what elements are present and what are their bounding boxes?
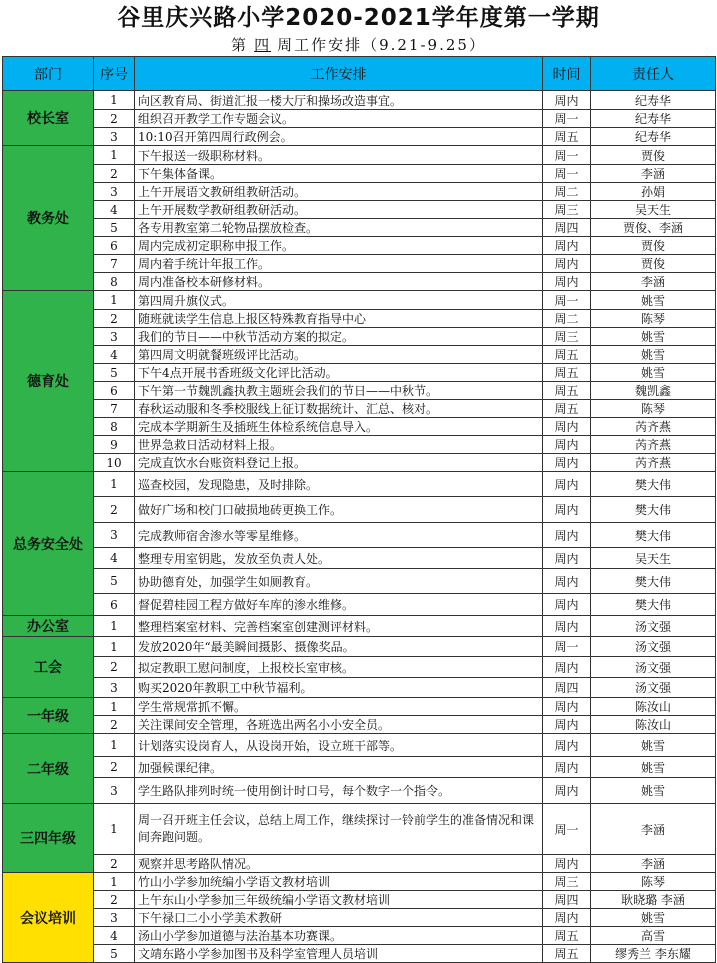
row-number: 1: [94, 734, 135, 757]
row-number: 2: [94, 310, 135, 328]
owner-cell: 陈琴: [591, 400, 716, 418]
owner-cell: 陈汝山: [591, 698, 716, 716]
task-cell: 周内着手统计年报工作。: [135, 255, 543, 273]
table-row: [3, 637, 716, 657]
time-cell: 周五: [543, 364, 591, 382]
schedule-sheet: [2, 2, 715, 963]
task-cell: 发放2020年“最美瞬间摄影、摄像奖品。: [135, 637, 543, 657]
table-row: [3, 657, 716, 678]
row-number: 6: [94, 237, 135, 255]
table-row: [3, 237, 716, 255]
table-row: [3, 698, 716, 716]
task-cell: 督促碧桂园工程方做好车库的渗水维修。: [135, 594, 543, 616]
task-cell: 下午报送一级职称材料。: [135, 146, 543, 165]
owner-cell: 汤文强: [591, 657, 716, 678]
department-cell: 校长室: [3, 91, 94, 146]
row-number: 5: [94, 569, 135, 594]
table-row: [3, 472, 716, 497]
owner-cell: 贾俊: [591, 237, 716, 255]
time-cell: 周内: [543, 909, 591, 927]
table-row: [3, 497, 716, 523]
table-row: [3, 310, 716, 328]
row-number: 3: [94, 328, 135, 346]
row-number: 1: [94, 472, 135, 497]
department-cell: 二年级: [3, 734, 94, 804]
table-row: [3, 436, 716, 454]
row-number: 2: [94, 716, 135, 734]
table-row: [3, 616, 716, 637]
task-cell: 10:10召开第四周行政例会。: [135, 128, 543, 146]
row-number: 5: [94, 364, 135, 382]
row-number: 2: [94, 891, 135, 909]
owner-cell: 芮齐燕: [591, 418, 716, 436]
row-number: 1: [94, 804, 135, 855]
owner-cell: 李涵: [591, 165, 716, 183]
row-number: 3: [94, 778, 135, 804]
row-number: 7: [94, 255, 135, 273]
row-number: 8: [94, 273, 135, 291]
owner-cell: 姚雪: [591, 757, 716, 778]
time-cell: 周五: [543, 400, 591, 418]
table-row: [3, 548, 716, 569]
row-number: 3: [94, 523, 135, 548]
table-row: [3, 454, 716, 472]
owner-cell: 李涵: [591, 855, 716, 873]
task-cell: 上午开展数学教研组教研活动。: [135, 201, 543, 219]
time-cell: 周内: [543, 91, 591, 110]
time-cell: 周五: [543, 382, 591, 400]
row-number: 1: [94, 91, 135, 110]
owner-cell: 贾俊: [591, 255, 716, 273]
task-cell: 下午第一节魏凯鑫执教主题班会我们的节日——中秋节。: [135, 382, 543, 400]
table-row: [3, 778, 716, 804]
time-cell: 周二: [543, 310, 591, 328]
task-cell: 各专用教室第二轮物品摆放检查。: [135, 219, 543, 237]
row-number: 2: [94, 497, 135, 523]
owner-cell: 李涵: [591, 273, 716, 291]
owner-cell: 纪寿华: [591, 128, 716, 146]
time-cell: 周五: [543, 945, 591, 963]
task-cell: 拟定教职工慰问制度，上报校长室审核。: [135, 657, 543, 678]
table-row: [3, 346, 716, 364]
schedule-body: [3, 91, 716, 963]
row-number: 9: [94, 436, 135, 454]
header-task: 工作安排: [135, 57, 543, 91]
time-cell: 周内: [543, 734, 591, 757]
schedule-table: [2, 56, 716, 963]
time-cell: 周内: [543, 523, 591, 548]
header-owner: 责任人: [591, 57, 716, 91]
time-cell: 周三: [543, 201, 591, 219]
task-cell: 完成本学期新生及插班生体检系统信息导入。: [135, 418, 543, 436]
task-cell: 第四周文明就餐班级评比活动。: [135, 346, 543, 364]
task-cell: 春秋运动服和冬季校服线上征订数据统计、汇总、核对。: [135, 400, 543, 418]
time-cell: 周一: [543, 165, 591, 183]
owner-cell: 吴天生: [591, 201, 716, 219]
time-cell: 周内: [543, 778, 591, 804]
department-cell: 教务处: [3, 146, 94, 291]
owner-cell: 魏凯鑫: [591, 382, 716, 400]
time-cell: 周内: [543, 548, 591, 569]
subtitle-prefix: 第: [231, 36, 249, 54]
time-cell: 周内: [543, 472, 591, 497]
table-row: [3, 91, 716, 110]
sheet-title: 谷里庆兴路小学2020-2021学年度第一学期: [117, 5, 600, 31]
row-number: 5: [94, 219, 135, 237]
owner-cell: 贾俊、李涵: [591, 219, 716, 237]
task-cell: 下午集体备课。: [135, 165, 543, 183]
owner-cell: 樊大伟: [591, 594, 716, 616]
week-number: 四: [254, 36, 272, 54]
table-row: [3, 165, 716, 183]
row-number: 1: [94, 291, 135, 310]
owner-cell: 姚雪: [591, 346, 716, 364]
task-cell: 竹山小学参加统编小学语文教材培训: [135, 873, 543, 891]
row-number: 8: [94, 418, 135, 436]
table-row: [3, 328, 716, 346]
time-cell: 周四: [543, 678, 591, 698]
owner-cell: 陈琴: [591, 310, 716, 328]
department-cell: 三四年级: [3, 804, 94, 873]
owner-cell: 汤文强: [591, 616, 716, 637]
task-cell: 周内准备校本研修材料。: [135, 273, 543, 291]
owner-cell: 芮齐燕: [591, 454, 716, 472]
task-cell: 购买2020年教职工中秋节福利。: [135, 678, 543, 698]
time-cell: 周内: [543, 497, 591, 523]
row-number: 1: [94, 146, 135, 165]
owner-cell: 姚雪: [591, 364, 716, 382]
table-row: [3, 804, 716, 855]
table-row: [3, 201, 716, 219]
department-cell: 会议培训: [3, 873, 94, 963]
table-row: [3, 219, 716, 237]
row-number: 3: [94, 128, 135, 146]
table-row: [3, 927, 716, 945]
time-cell: 周内: [543, 757, 591, 778]
owner-cell: 樊大伟: [591, 523, 716, 548]
table-row: [3, 855, 716, 873]
owner-cell: 汤文强: [591, 637, 716, 657]
time-cell: 周内: [543, 716, 591, 734]
time-cell: 周一: [543, 637, 591, 657]
table-row: [3, 873, 716, 891]
task-cell: 学生路队排列时统一使用倒计时口号，每个数字一个指令。: [135, 778, 543, 804]
row-number: 2: [94, 855, 135, 873]
header-time: 时间: [543, 57, 591, 91]
task-cell: 上午东山小学参加三年级统编小学语文教材培训: [135, 891, 543, 909]
table-row: [3, 128, 716, 146]
task-cell: 向区教育局、街道汇报一楼大厅和操场改造事宜。: [135, 91, 543, 110]
time-cell: 周三: [543, 873, 591, 891]
sheet-subtitle: [2, 34, 715, 56]
owner-cell: 陈汝山: [591, 716, 716, 734]
row-number: 4: [94, 346, 135, 364]
row-number: 5: [94, 945, 135, 963]
subtitle-suffix: 周工作安排（9.21-9.25）: [277, 36, 486, 54]
task-cell: 第四周升旗仪式。: [135, 291, 543, 310]
department-cell: 总务安全处: [3, 472, 94, 616]
row-number: 1: [94, 873, 135, 891]
owner-cell: 纪寿华: [591, 110, 716, 128]
header-row: [3, 57, 716, 91]
owner-cell: 樊大伟: [591, 472, 716, 497]
time-cell: 周三: [543, 328, 591, 346]
department-cell: 办公室: [3, 616, 94, 637]
row-number: 3: [94, 183, 135, 201]
row-number: 4: [94, 201, 135, 219]
table-row: [3, 678, 716, 698]
row-number: 4: [94, 548, 135, 569]
owner-cell: 高雪: [591, 927, 716, 945]
time-cell: 周内: [543, 698, 591, 716]
time-cell: 周内: [543, 594, 591, 616]
time-cell: 周一: [543, 291, 591, 310]
task-cell: 关注课间安全管理，各班选出两名小小安全员。: [135, 716, 543, 734]
owner-cell: 姚雪: [591, 291, 716, 310]
row-number: 3: [94, 678, 135, 698]
owner-cell: 樊大伟: [591, 497, 716, 523]
time-cell: 周内: [543, 255, 591, 273]
time-cell: 周内: [543, 273, 591, 291]
time-cell: 周内: [543, 454, 591, 472]
time-cell: 周内: [543, 237, 591, 255]
row-number: 7: [94, 400, 135, 418]
task-cell: 组织召开教学工作专题会议。: [135, 110, 543, 128]
row-number: 2: [94, 165, 135, 183]
owner-cell: 姚雪: [591, 909, 716, 927]
task-cell: 巡查校园，发现隐患，及时排除。: [135, 472, 543, 497]
department-cell: 一年级: [3, 698, 94, 734]
table-row: [3, 146, 716, 165]
row-number: 10: [94, 454, 135, 472]
department-cell: 工会: [3, 637, 94, 698]
time-cell: 周一: [543, 804, 591, 855]
row-number: 6: [94, 382, 135, 400]
header-no: 序号: [94, 57, 135, 91]
time-cell: 周内: [543, 855, 591, 873]
task-cell: 下午4点开展书香班级文化评比活动。: [135, 364, 543, 382]
table-row: [3, 909, 716, 927]
owner-cell: 樊大伟: [591, 569, 716, 594]
owner-cell: 姚雪: [591, 328, 716, 346]
task-cell: 上午开展语文教研组教研活动。: [135, 183, 543, 201]
time-cell: 周五: [543, 128, 591, 146]
table-row: [3, 291, 716, 310]
table-row: [3, 716, 716, 734]
task-cell: 做好广场和校门口破损地砖更换工作。: [135, 497, 543, 523]
owner-cell: 缪秀兰 李东耀: [591, 945, 716, 963]
table-row: [3, 734, 716, 757]
owner-cell: 纪寿华: [591, 91, 716, 110]
row-number: 1: [94, 616, 135, 637]
time-cell: 周内: [543, 616, 591, 637]
row-number: 6: [94, 594, 135, 616]
row-number: 1: [94, 637, 135, 657]
owner-cell: 孙娟: [591, 183, 716, 201]
owner-cell: 李涵: [591, 804, 716, 855]
department-cell: 德育处: [3, 291, 94, 472]
task-cell: 世界急救日活动材料上报。: [135, 436, 543, 454]
table-row: [3, 382, 716, 400]
task-cell: 加强候课纪律。: [135, 757, 543, 778]
row-number: 4: [94, 927, 135, 945]
table-row: [3, 757, 716, 778]
task-cell: 计划落实设岗育人，从设岗开始，设立班干部等。: [135, 734, 543, 757]
time-cell: 周内: [543, 657, 591, 678]
table-row: [3, 594, 716, 616]
time-cell: 周五: [543, 927, 591, 945]
time-cell: 周内: [543, 436, 591, 454]
owner-cell: 陈琴: [591, 873, 716, 891]
time-cell: 周四: [543, 219, 591, 237]
table-row: [3, 891, 716, 909]
table-row: [3, 400, 716, 418]
table-row: [3, 418, 716, 436]
task-cell: 周内完成初定职称申报工作。: [135, 237, 543, 255]
row-number: 1: [94, 698, 135, 716]
task-cell: 整理档案室材料、完善档案室创建测评材料。: [135, 616, 543, 637]
owner-cell: 贾俊: [591, 146, 716, 165]
table-row: [3, 569, 716, 594]
table-row: [3, 364, 716, 382]
table-row: [3, 273, 716, 291]
task-cell: 随班就读学生信息上报区特殊教育指导中心: [135, 310, 543, 328]
task-cell: 我们的节日——中秋节活动方案的拟定。: [135, 328, 543, 346]
header-dept: 部门: [3, 57, 94, 91]
table-row: [3, 255, 716, 273]
time-cell: 周二: [543, 183, 591, 201]
time-cell: 周一: [543, 110, 591, 128]
table-row: [3, 183, 716, 201]
owner-cell: 芮齐燕: [591, 436, 716, 454]
owner-cell: 吴天生: [591, 548, 716, 569]
task-cell: 文靖东路小学参加图书及科学室管理人员培训: [135, 945, 543, 963]
time-cell: 周内: [543, 569, 591, 594]
table-row: [3, 945, 716, 963]
task-cell: 周一召开班主任会议，总结上周工作，继续探讨一铃前学生的准备情况和课间奔跑问题。: [135, 804, 543, 855]
time-cell: 周内: [543, 418, 591, 436]
owner-cell: 耿晓璐 李涵: [591, 891, 716, 909]
row-number: 2: [94, 110, 135, 128]
table-row: [3, 110, 716, 128]
time-cell: 周五: [543, 346, 591, 364]
time-cell: 周一: [543, 146, 591, 165]
owner-cell: 姚雪: [591, 778, 716, 804]
task-cell: 完成直饮水台账资料登记上报。: [135, 454, 543, 472]
task-cell: 汤山小学参加道德与法治基本功赛课。: [135, 927, 543, 945]
task-cell: 整理专用室钥匙，发放至负责人处。: [135, 548, 543, 569]
time-cell: 周四: [543, 891, 591, 909]
owner-cell: 汤文强: [591, 678, 716, 698]
task-cell: 学生常规常抓不懈。: [135, 698, 543, 716]
row-number: 2: [94, 657, 135, 678]
task-cell: 完成教师宿舍渗水等零星维修。: [135, 523, 543, 548]
task-cell: 下午禄口二小小学美术教研: [135, 909, 543, 927]
row-number: 2: [94, 757, 135, 778]
owner-cell: 姚雪: [591, 734, 716, 757]
task-cell: 协助德育处，加强学生如厕教育。: [135, 569, 543, 594]
task-cell: 观察并思考路队情况。: [135, 855, 543, 873]
table-row: [3, 523, 716, 548]
row-number: 3: [94, 909, 135, 927]
